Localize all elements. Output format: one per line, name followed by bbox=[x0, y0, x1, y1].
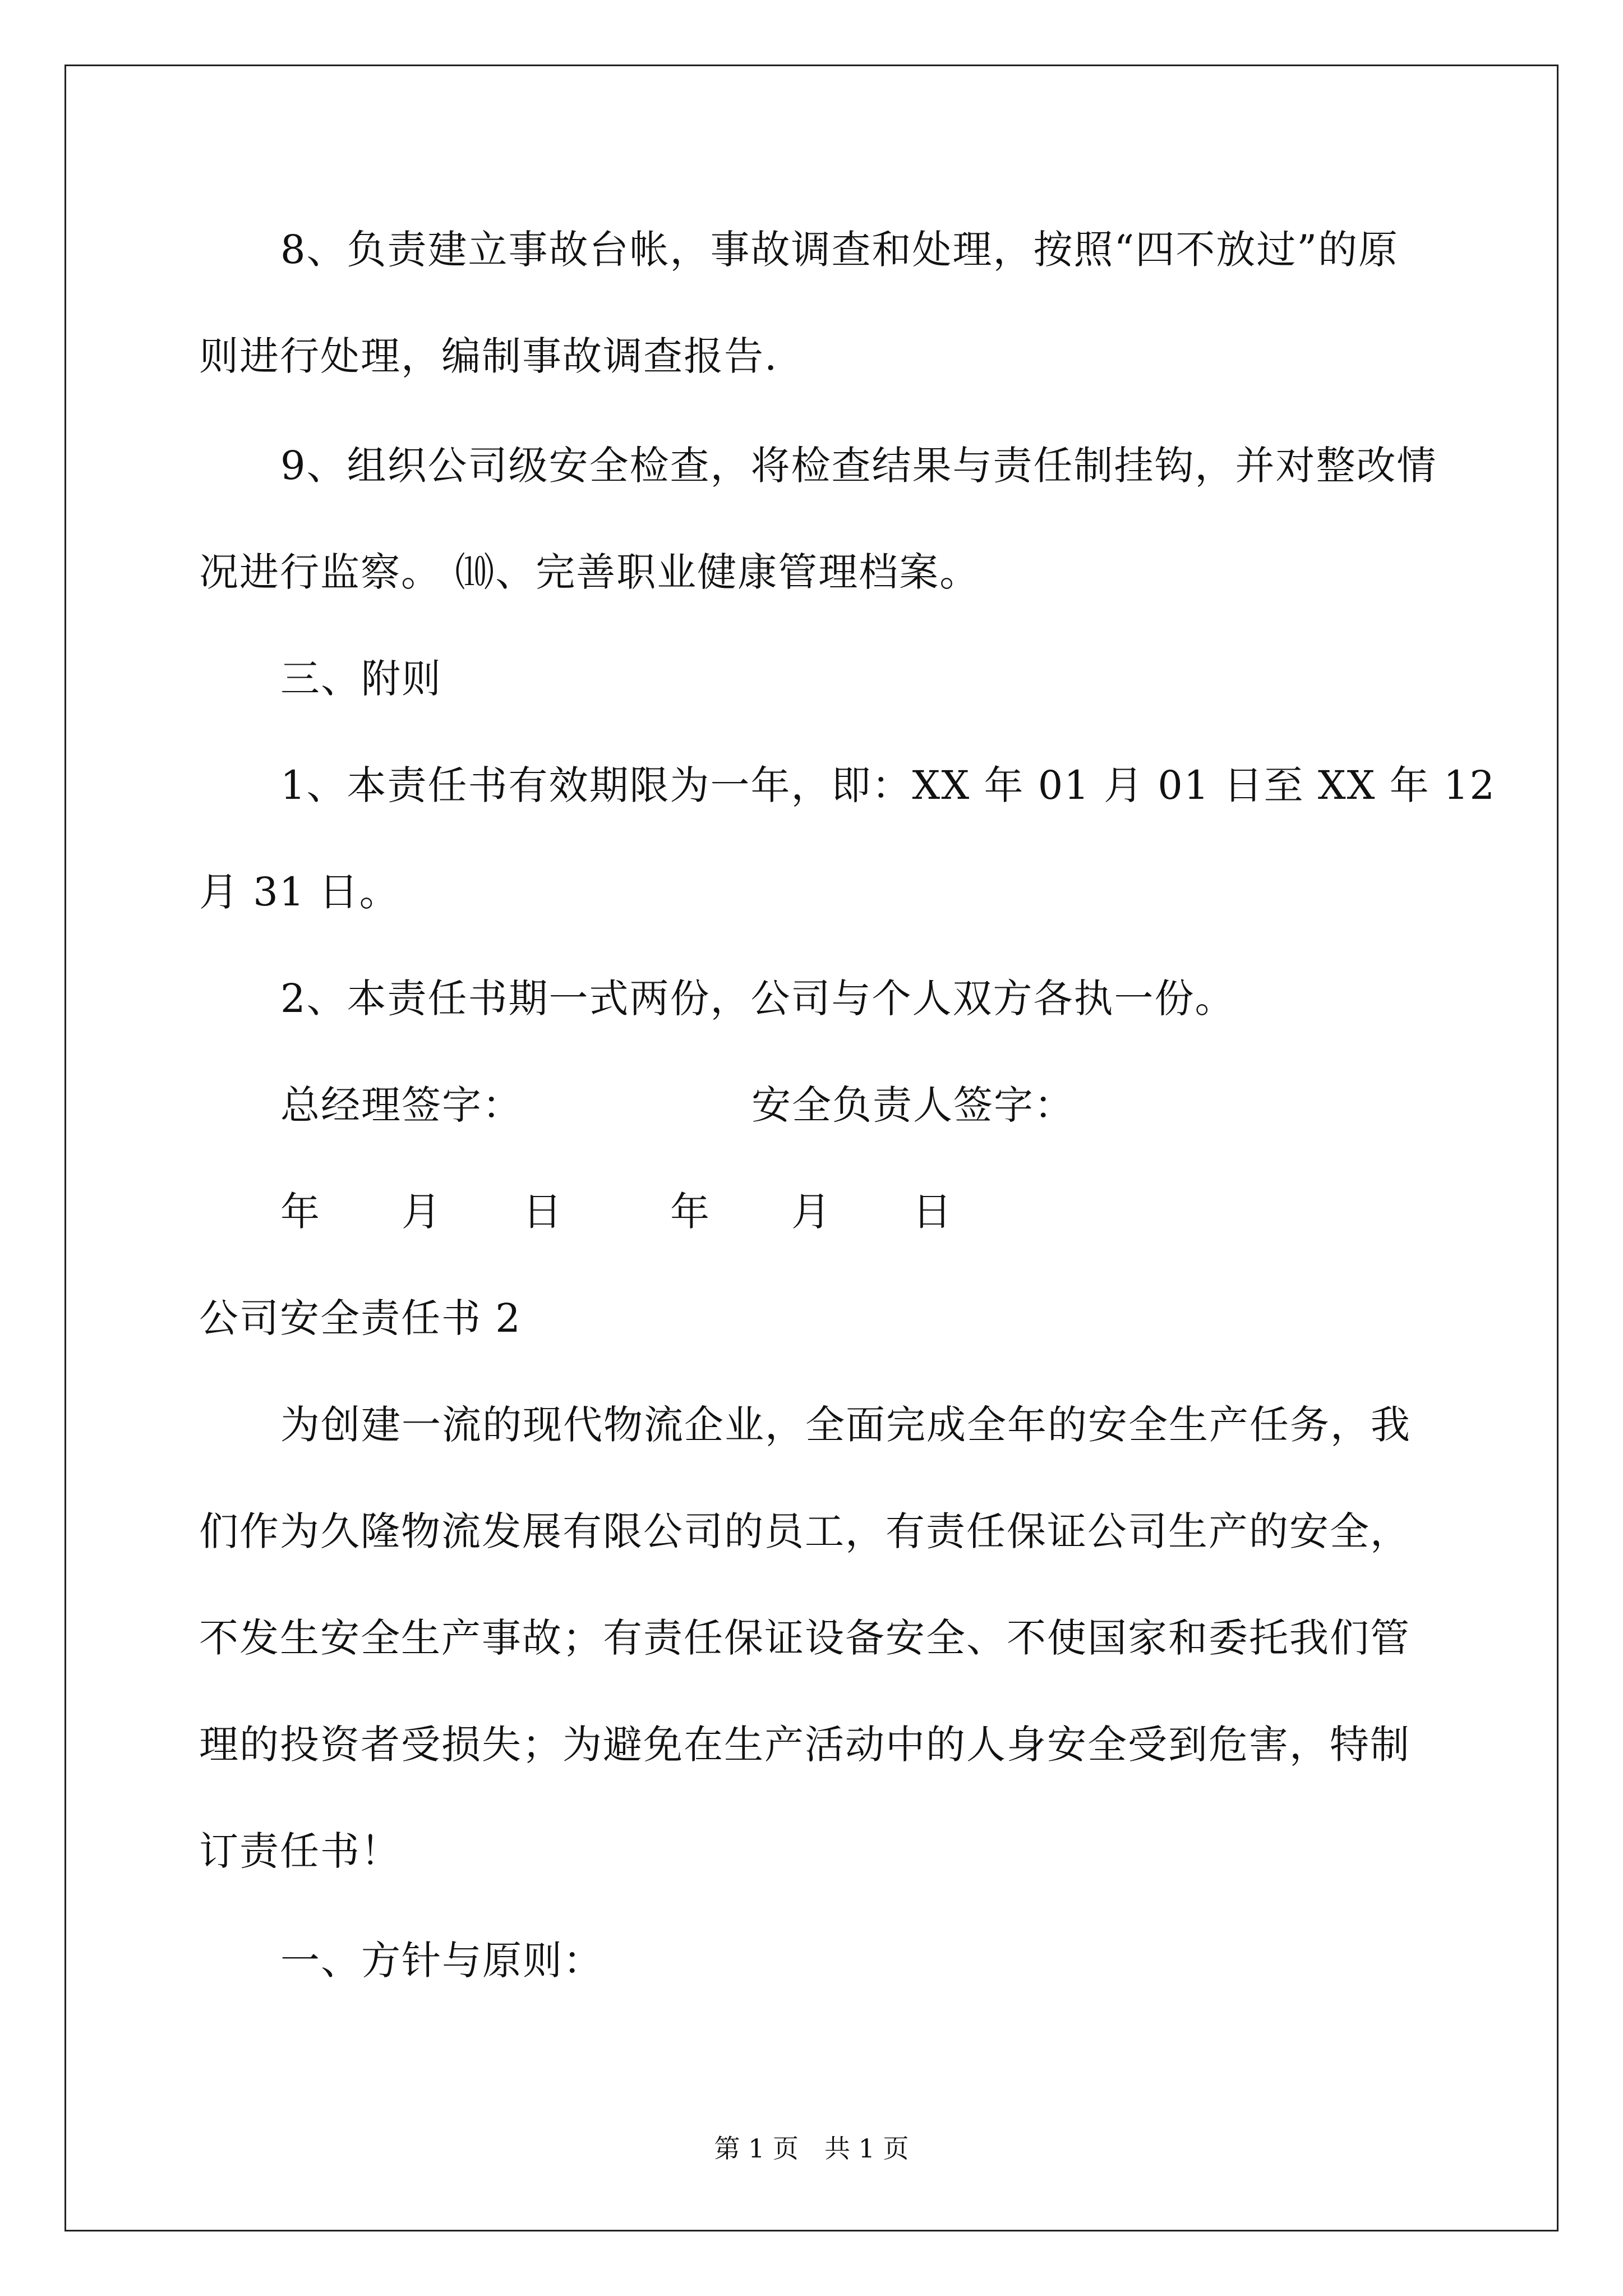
paragraph-line: 则进行处理，编制事故调查报告. bbox=[199, 333, 778, 379]
date-right: 年 月 日 bbox=[670, 1189, 953, 1235]
paragraph-line: 2、本责任书期一式两份，公司与个人双方各执一份。 bbox=[280, 976, 1235, 1022]
page-footer: 第 1 页 共 1 页 bbox=[714, 2133, 909, 2164]
paragraph-line: 们作为久隆物流发展有限公司的员工，有责任保证公司生产的安全， bbox=[199, 1508, 1410, 1554]
page-border bbox=[64, 65, 1559, 2231]
paragraph-line: 月 31 日。 bbox=[199, 869, 400, 915]
paragraph-line: 不发生安全生产事故；有责任保证设备安全、不使国家和委托我们管 bbox=[199, 1615, 1410, 1661]
signature-right-label: 安全负责人签字： bbox=[751, 1082, 1075, 1128]
paragraph-line: 为创建一流的现代物流企业，全面完成全年的安全生产任务，我 bbox=[280, 1402, 1411, 1448]
section-title: 公司安全责任书 2 bbox=[199, 1295, 522, 1341]
paragraph-line: 理的投资者受损失；为避免在生产活动中的人身安全受到危害，特制 bbox=[199, 1722, 1410, 1768]
paragraph-line: 订责任书！ bbox=[199, 1828, 401, 1874]
section-heading: 一、方针与原则： bbox=[280, 1938, 603, 1984]
paragraph-line: 1、本责任书有效期限为一年，即：XX 年 01 月 01 日至 XX 年 12 bbox=[280, 762, 1496, 808]
paragraph-line: 8、负责建立事故台帐，事故调查和处理，按照“四不放过”的原 bbox=[280, 227, 1399, 273]
paragraph-line: 9、组织公司级安全检查，将检查结果与责任制挂钩，并对整改情 bbox=[280, 443, 1437, 489]
signature-left-label: 总经理签字： bbox=[280, 1082, 523, 1128]
section-heading: 三、附则 bbox=[280, 656, 442, 702]
date-left: 年 月 日 bbox=[280, 1189, 563, 1235]
paragraph-line: 况进行监察。 ⑽、完善职业健康管理档案。 bbox=[199, 549, 980, 595]
